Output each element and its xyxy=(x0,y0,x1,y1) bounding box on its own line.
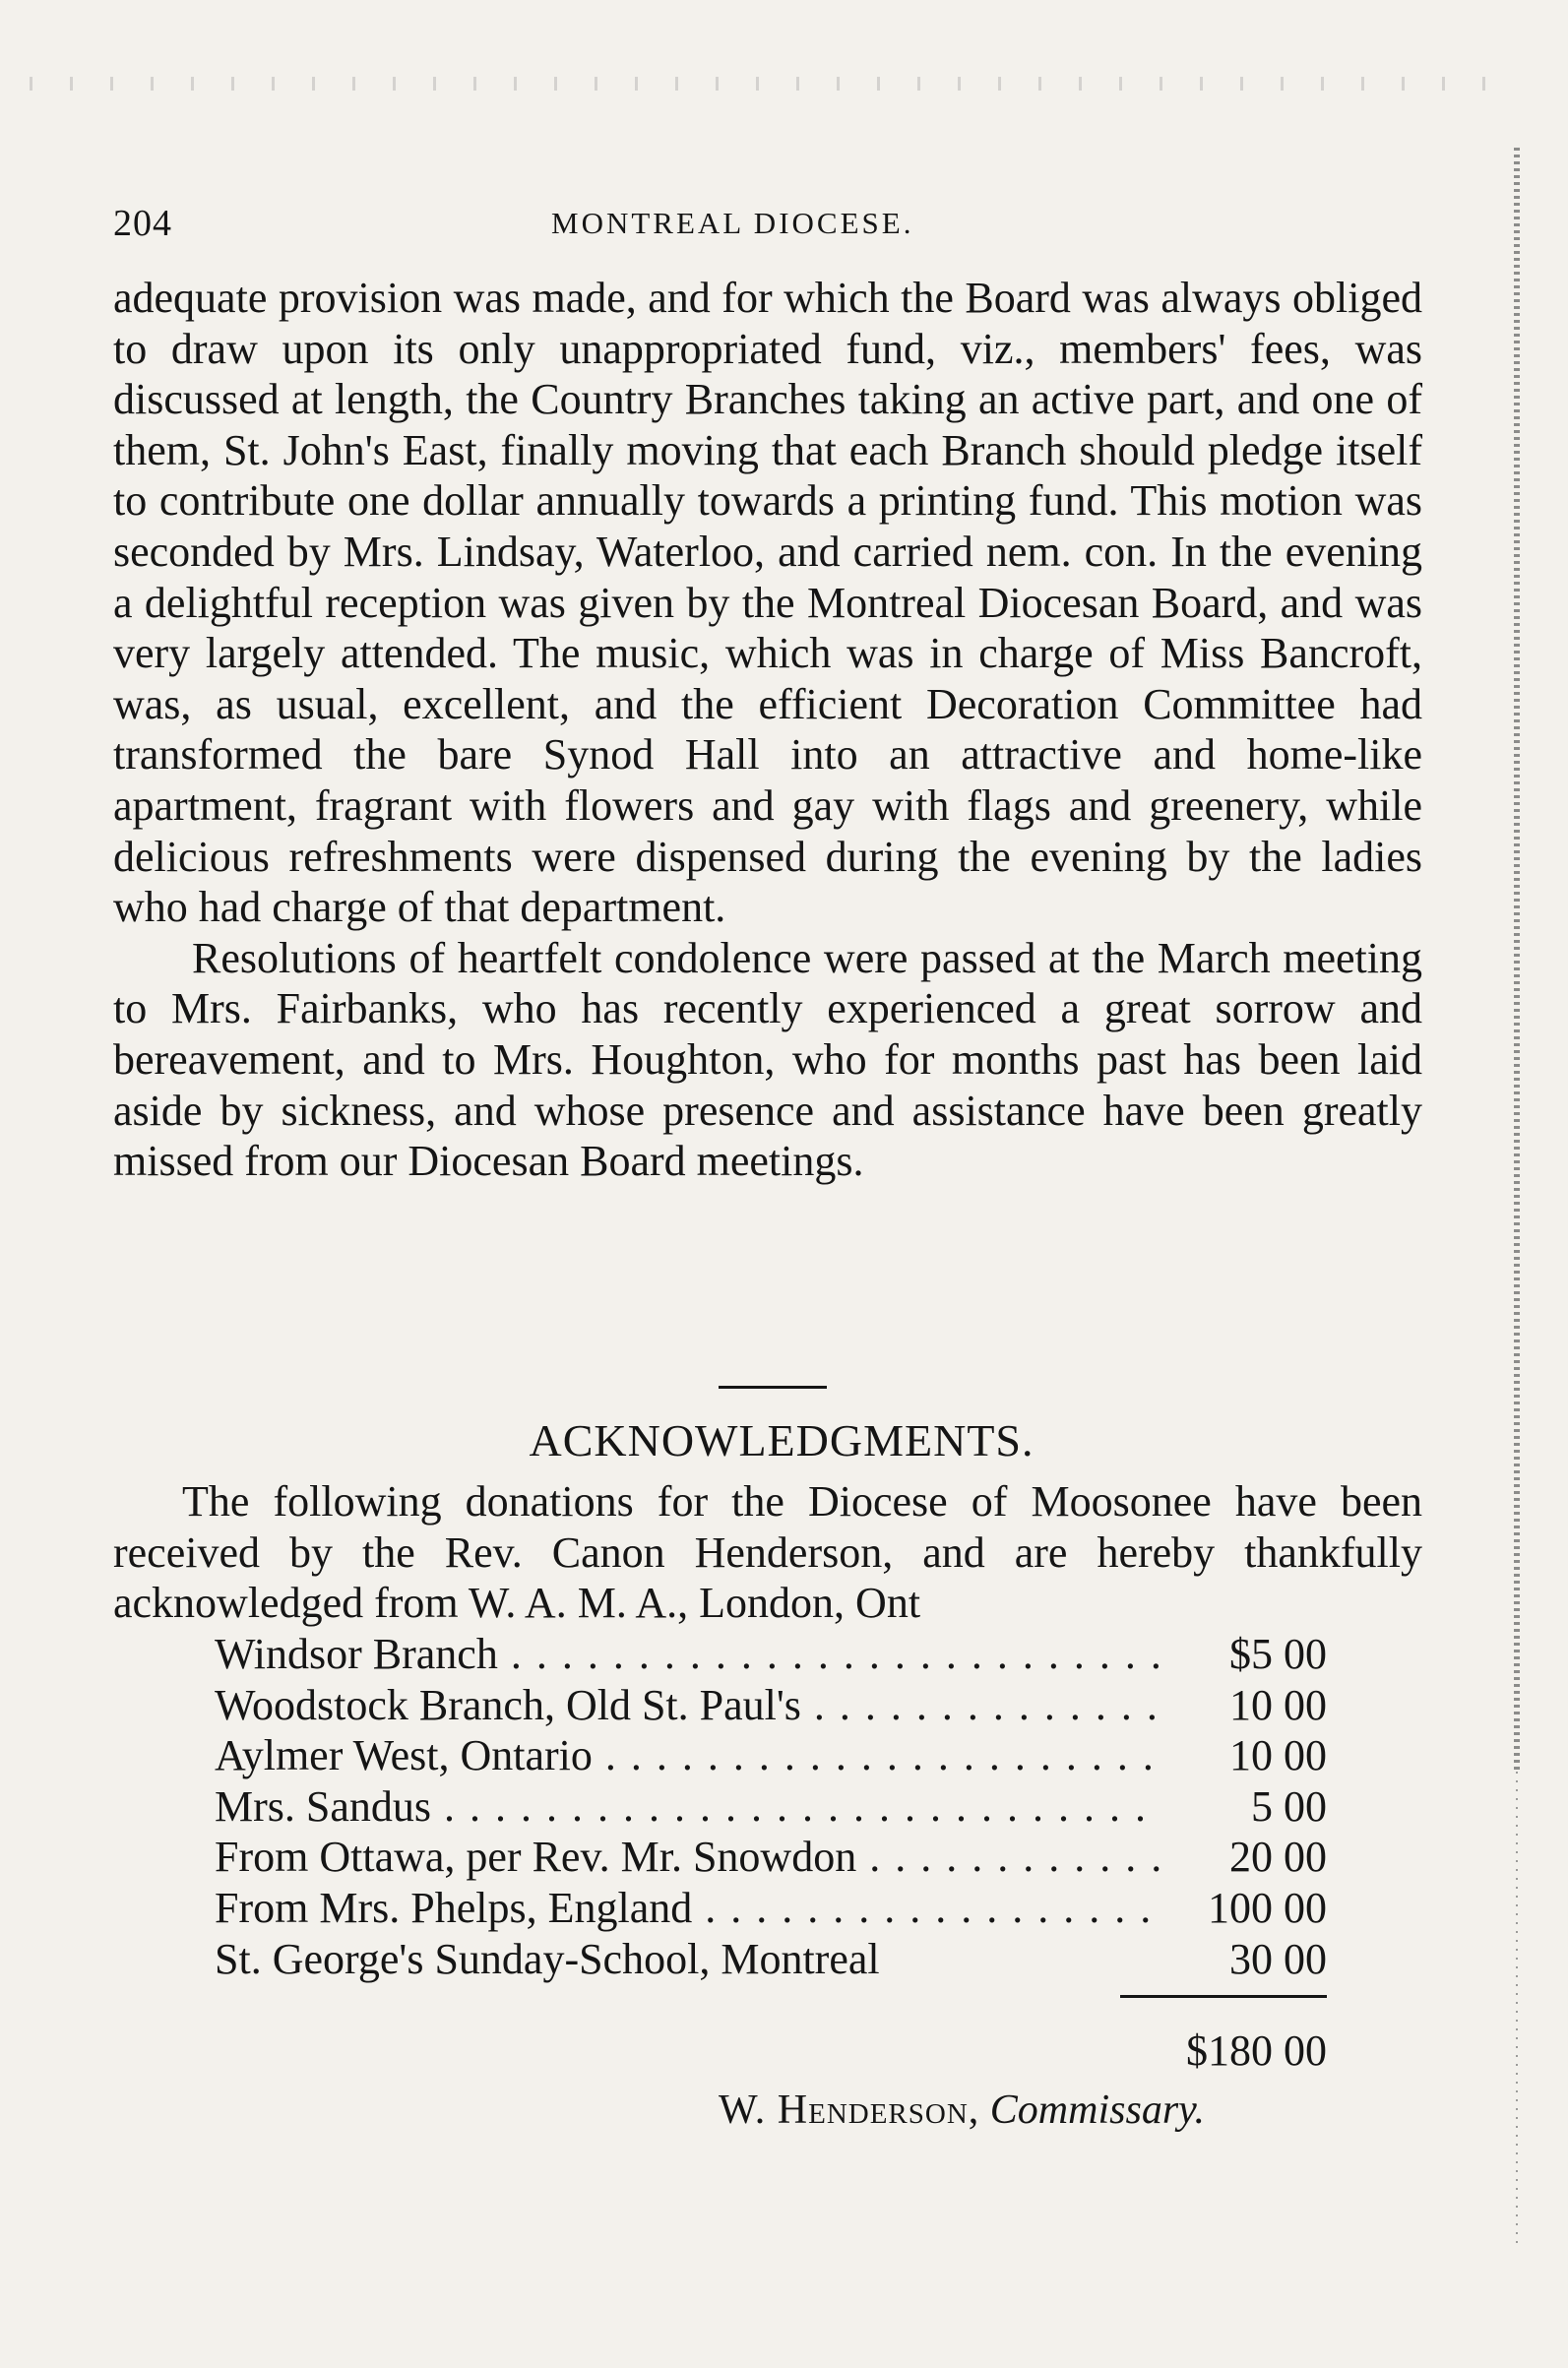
intro-paragraph: The following donations for the Diocese of Moosonee have been received by the Rev. Canon Henderson, and are hereby thankfully acknowledged from W. A. M. A., London, Ont xyxy=(113,1477,1422,1628)
donation-amount: $5 00 xyxy=(1229,1630,1327,1678)
donation-row xyxy=(215,1832,1327,1883)
signature xyxy=(719,2087,1348,2134)
donation-name: Windsor Branch . . . xyxy=(215,1629,1160,1680)
section-heading: ACKNOWLEDGMENTS. xyxy=(529,1415,1035,1465)
donation-row xyxy=(215,1934,1327,1985)
page-number: 204 xyxy=(113,203,172,244)
body-paragraph: adequate provision was made, and for which the Board was always obliged to draw upon its only unappropriated fund, viz., members' fees, was discussed at length, the Country Branches taking an active part, and one of them, St. John's East, finally moving that each Branch should pledge itself to contribute one dollar annually towards a printing fund. This motion was seconded by Mrs. Lindsay, Waterloo, and carried nem. con. In the evening a delightful reception was given by the Montreal Diocesan Board, and was very largely attended. The music, which was in charge of Miss Bancroft, was, as usual, excellent, and the efficient Decoration Committee had transformed the bare Synod Hall into an attractive and home-like apartment, fragrant with flowers and gay with flags and greenery, while delicious refreshments were dispensed during the evening by the ladies who had charge of that department. xyxy=(113,274,1422,932)
scan-noise xyxy=(30,77,1506,91)
section-divider xyxy=(719,1386,827,1389)
donation-row xyxy=(215,1680,1327,1731)
page-header xyxy=(113,202,1427,251)
donation-amount: 5 00 xyxy=(1251,1781,1327,1831)
scan-edge-marks-lower xyxy=(1516,1772,1518,2244)
donation-name: Mrs. Sandus . . . xyxy=(215,1781,1160,1833)
total-rule xyxy=(1120,1995,1327,1998)
donation-name: From Mrs. Phelps, England . . . xyxy=(215,1883,1160,1934)
donation-amount: 10 00 xyxy=(1229,1731,1327,1780)
signature-name: W. Henderson, xyxy=(719,2088,980,2133)
donation-row xyxy=(215,1629,1327,1680)
donations-total: $180 00 xyxy=(1186,2026,1327,2075)
donation-amount: 10 00 xyxy=(1229,1680,1327,1729)
donation-amount: 30 00 xyxy=(1229,1934,1327,1983)
donation-name: Aylmer West, Ontario . . . xyxy=(215,1730,1160,1781)
donation-row xyxy=(215,1883,1327,1934)
body-paragraph: Resolutions of heartfelt condolence were passed at the March meeting to Mrs. Fairbanks, who has recently experienced a great sorrow and bereavement, and to Mrs. Houghton, who for months past has been laid aside by sickness, and whose presence and assistance have been greatly missed from our Diocesan Board meetings. xyxy=(113,933,1422,1186)
donation-row xyxy=(215,1730,1327,1781)
acknowledgments-intro xyxy=(113,1476,1422,1629)
donation-name: Woodstock Branch, Old St. Paul's . . . xyxy=(215,1680,1160,1731)
donation-name: St. George's Sunday-School, Montreal xyxy=(215,1934,880,1983)
signature-title: Commissary. xyxy=(989,2088,1205,2133)
scan-edge-marks xyxy=(1514,148,1520,1772)
donation-name: From Ottawa, per Rev. Mr. Snowdon . . . xyxy=(215,1832,1160,1883)
body-text xyxy=(113,273,1422,1187)
donation-row xyxy=(215,1781,1327,1833)
running-title: MONTREAL DIOCESE. xyxy=(551,206,914,240)
donations-list xyxy=(215,1629,1327,1984)
donation-amount: 20 00 xyxy=(1229,1833,1327,1882)
donation-amount: 100 00 xyxy=(1208,1883,1327,1932)
